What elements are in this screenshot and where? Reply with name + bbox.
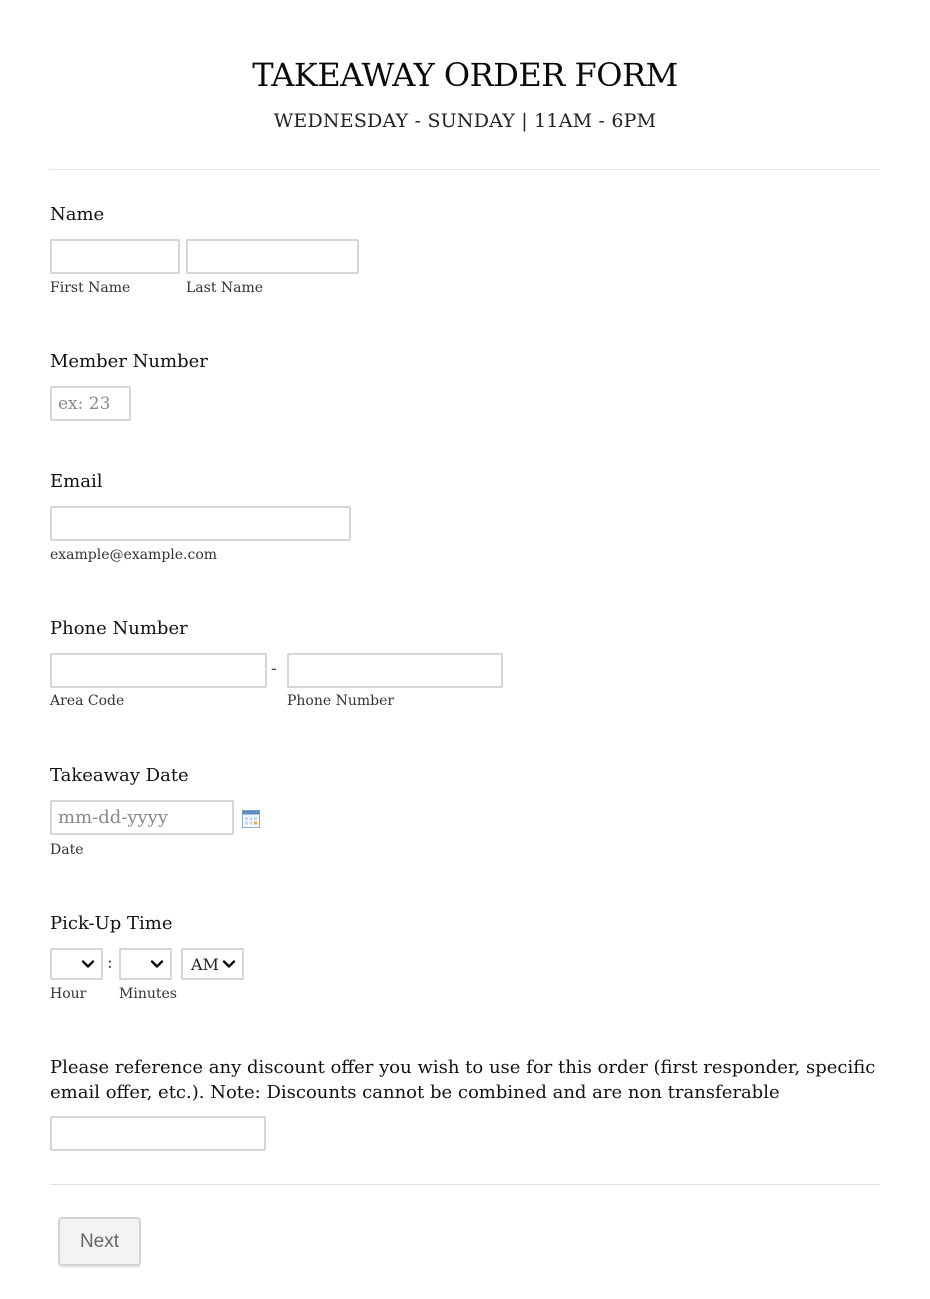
ampm-select[interactable]: [181, 948, 244, 980]
page-title: TAKEAWAY ORDER FORM: [252, 56, 678, 94]
date-input[interactable]: [50, 800, 234, 835]
area-code-sublabel: Area Code: [50, 693, 125, 709]
hour-sublabel: Hour: [50, 986, 87, 1002]
area-code-input[interactable]: [50, 653, 267, 688]
next-button[interactable]: Next: [58, 1217, 141, 1266]
chevron-down-icon: [222, 957, 236, 971]
takeaway-date-label: Takeaway Date: [50, 765, 189, 786]
email-sublabel: example@example.com: [50, 547, 218, 563]
footer-divider: [50, 1184, 880, 1185]
first-name-input[interactable]: [50, 239, 180, 274]
time-separator: :: [107, 953, 113, 973]
chevron-down-icon: [150, 957, 164, 971]
calendar-icon[interactable]: [242, 810, 260, 828]
email-label: Email: [50, 471, 103, 492]
last-name-sublabel: Last Name: [186, 280, 264, 296]
header-divider: [50, 169, 880, 170]
phone-number-label: Phone Number: [50, 618, 188, 639]
phone-number-sublabel: Phone Number: [287, 693, 395, 709]
ampm-select-value: AM: [191, 954, 219, 974]
hour-select[interactable]: [50, 948, 103, 980]
page-subtitle: WEDNESDAY - SUNDAY | 11AM - 6PM: [273, 110, 657, 132]
member-number-input[interactable]: [50, 386, 131, 421]
phone-number-input[interactable]: [287, 653, 503, 688]
member-number-label: Member Number: [50, 351, 208, 372]
first-name-sublabel: First Name: [50, 280, 131, 296]
minutes-select[interactable]: [119, 948, 172, 980]
phone-separator: -: [271, 659, 277, 679]
chevron-down-icon: [81, 957, 95, 971]
discount-label: Please reference any discount offer you wish to use for this order (first responder, specific email offer, etc.). Note: Discounts cannot be combined and are non transferable: [50, 1057, 876, 1103]
name-label: Name: [50, 204, 105, 225]
last-name-input[interactable]: [186, 239, 359, 274]
minutes-sublabel: Minutes: [119, 986, 177, 1002]
date-sublabel: Date: [50, 842, 84, 858]
email-input[interactable]: [50, 506, 351, 541]
pickup-time-label: Pick-Up Time: [50, 913, 173, 934]
discount-input[interactable]: [50, 1116, 266, 1151]
